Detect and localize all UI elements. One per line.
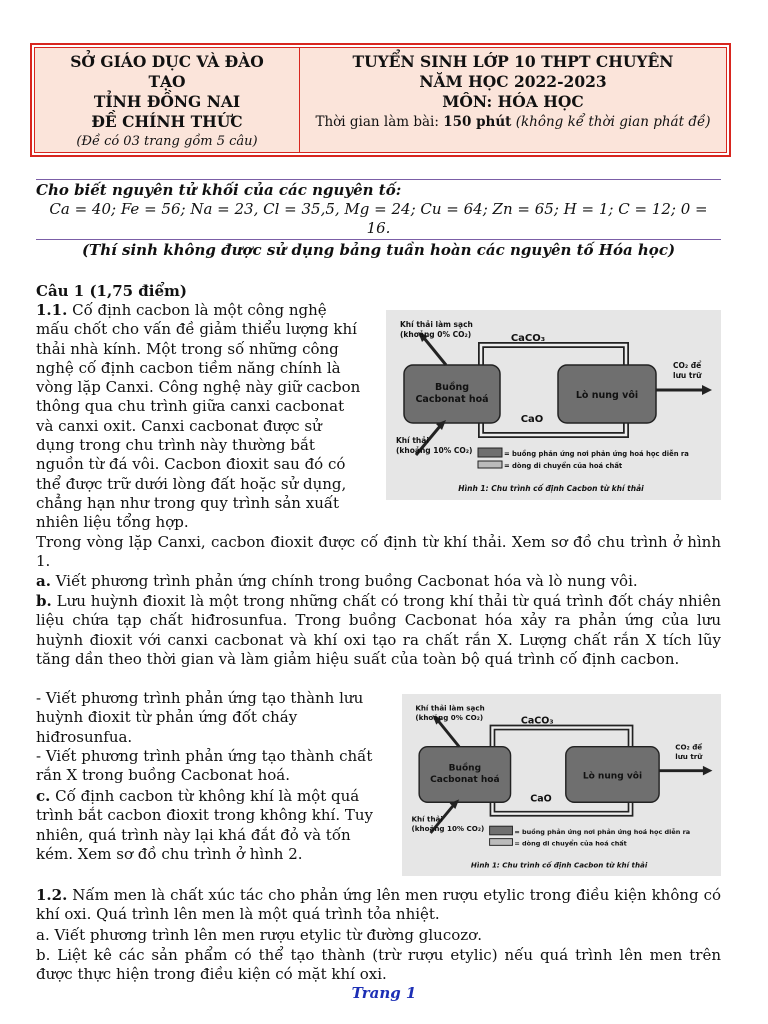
part-a-label: a.	[36, 572, 51, 590]
part-c-line: Cố định cacbon từ không khí là một quá	[55, 787, 360, 805]
clean-gas-label-line2: (khoảng 0% CO₂)	[400, 330, 472, 339]
paragraph-1-1-line: nghệ cố định cacbon tiềm năng chính là	[36, 358, 341, 377]
paragraph-1-2-b: b. Liệt kê các sản phẩm có thể tạo thành (trừ rượu etylic) nếu quá trình lên men trên được thực hiện trong điều kiện có mặt khí oxi.	[36, 946, 721, 984]
legend-chamber-text: = buồng phản ứng nơi phản ứng hoá học diễn ra	[504, 450, 689, 458]
carbonation-label-line2: Cacbonat hoá	[430, 775, 500, 786]
paragraph-1-2-text: Nấm men là chất xúc tác cho phản ứng lên men rượu etylic trong điều kiện không có khí oxi. Quá trình lên men là một quá trình tỏa nhiệt.	[36, 886, 722, 924]
part-b-subtasks	[36, 689, 391, 785]
part-c-line: kém. Xem sơ đồ chu trình ở hình 2.	[36, 844, 303, 863]
figure-caption: Hình 1: Chu trình cố định Cacbon từ khí thải	[458, 484, 644, 493]
legend-chamber-swatch	[490, 826, 513, 835]
legend-flow-swatch	[478, 461, 502, 468]
school-year: NĂM HỌC 2022-2023	[419, 72, 607, 91]
section-number-1-1: 1.1.	[36, 301, 68, 319]
department-line2: TẠO	[148, 72, 186, 91]
legend-flow-text: = dòng di chuyển của hoá chất	[514, 839, 627, 848]
time-label: Thời gian làm bài:	[315, 114, 439, 130]
part-b	[36, 592, 721, 669]
caco3-label: CaCO₃	[510, 333, 546, 344]
atomic-masses	[36, 181, 721, 238]
legend-flow-text: = dòng di chuyển của hoá chất	[504, 462, 623, 470]
clean-gas-label-line1: Khí thải làm sạch	[415, 703, 485, 713]
clean-gas-label-line1: Khí thải làm sạch	[400, 320, 473, 329]
carbonation-label-line2: Cacbonat hoá	[415, 394, 489, 405]
paragraph-1-2	[36, 886, 721, 925]
flue-gas-label-line1: Khí thải	[396, 436, 429, 445]
official-label: ĐỀ CHÍNH THỨC	[91, 112, 243, 131]
atomic-values-line2: 16.	[366, 219, 391, 237]
paragraph-1-1-line: và canxi oxit. Canxi cacbonat được sử	[36, 416, 322, 435]
flue-gas-label-line2: (khoảng 10% CO₂)	[396, 446, 473, 455]
flue-gas-label-line2: (khoảng 10% CO₂)	[411, 823, 485, 833]
divider-bottom	[36, 239, 721, 240]
legend-flow-swatch	[490, 839, 513, 846]
atomic-heading: Cho biết nguyên tử khối của các nguyên tố:	[36, 181, 402, 199]
page-count-note: (Đề có 03 trang gồm 5 câu)	[76, 134, 258, 149]
co2-storage-label-line2: lưu trữ	[673, 371, 702, 380]
time-line	[300, 112, 726, 132]
figure-1	[386, 310, 721, 500]
carbon-capture-diagram	[386, 310, 721, 500]
paragraph-1-1-line: nguồn từ đá vôi. Cacbon đioxit sau đó có	[36, 455, 346, 474]
page-number: Trang 1	[351, 984, 417, 1002]
paragraph-1-1-line: nhiên liệu tổng hợp.	[36, 513, 189, 532]
kiln-label: Lò nung vôi	[575, 390, 639, 401]
part-b-text: Lưu huỳnh đioxit là một trong những chất có trong khí thải từ quá trình đốt cháy nhiên liệu chứa tạp chất hiđrosunfua. Trong buồng Cacbonat hóa xảy ra phản ứng của lưu huỳnh đioxit với canxi cacbonat và khí oxi tạo ra chất rắn X. Lượng chất rắn X tích lũy tăng dần theo thời gian và làm giảm hiệu suất của toàn bộ quá trình cố định cacbon.	[36, 592, 721, 668]
part-a	[36, 572, 721, 591]
paragraph-1-1-line: Cố định cacbon là một công nghệ	[72, 301, 327, 319]
co2-storage-label-line1: CO₂ để	[675, 742, 703, 752]
no-periodic-table-note: (Thí sinh không được sử dụng bảng tuần hoàn các nguyên tố Hóa học)	[81, 241, 676, 259]
exam-title: TUYỂN SINH LỚP 10 THPT CHUYÊN	[352, 52, 674, 71]
header-left	[35, 48, 300, 152]
cao-label: CaO	[530, 793, 552, 805]
section-number-1-2: 1.2.	[36, 886, 68, 904]
part-c	[36, 787, 391, 864]
time-value: 150 phút	[443, 114, 512, 130]
atomic-values-line1: Ca = 40; Fe = 56; Na = 23, Cl = 35,5, Mg = 24; Cu = 64; Zn = 65; H = 1; C = 12; 0 =	[49, 200, 708, 218]
legend-chamber-text: = buồng phản ứng nơi phản ứng hoá học diễn ra	[514, 827, 691, 836]
part-b-subtask-line: hiđrosunfua.	[36, 727, 133, 746]
part-b-label: b.	[36, 592, 52, 610]
part-c-line: trình bắt cacbon đioxit trong không khí. Tuy	[36, 806, 374, 825]
figure-caption: Hình 1: Chu trình cố định Cacbon từ khí thải	[470, 860, 648, 870]
kiln-label: Lò nung vôi	[582, 771, 643, 782]
caco3-label: CaCO₃	[520, 715, 554, 727]
paragraph-1-1-line: mấu chốt cho vấn đề giảm thiểu lượng khí	[36, 320, 357, 339]
part-a-text: Viết phương trình phản ứng chính trong buồng Cacbonat hóa và lò nung vôi.	[55, 572, 638, 590]
subject: MÔN: HÓA HỌC	[442, 92, 584, 111]
part-b-subtask-line: - Viết phương trình phản ứng tạo thành lưu	[36, 689, 364, 707]
paragraph-1-1-line: dụng trong chu trình này thường bắt	[36, 436, 315, 455]
carbonation-label-line1: Buồng	[448, 763, 482, 774]
part-b-subtask-line: rắn X trong buồng Cacbonat hoá.	[36, 766, 290, 785]
province: TỈNH ĐỒNG NAI	[93, 92, 241, 111]
legend-chamber-swatch	[478, 448, 502, 457]
paragraph-1-2-a: a. Viết phương trình lên men rượu etylic từ đường glucozơ.	[36, 926, 482, 944]
paragraph-1-1	[36, 301, 374, 533]
divider-top	[36, 179, 721, 180]
part-c-label: c.	[36, 787, 51, 805]
paragraph-1-1-line: chẳng hạn như trong quy trình sản xuất	[36, 493, 340, 512]
exam-header	[30, 43, 731, 157]
part-b-subtask-line: huỳnh đioxit từ phản ứng đốt cháy	[36, 708, 298, 727]
carbonation-label-line1: Buồng	[434, 382, 470, 393]
time-note: (không kể thời gian phát đề)	[515, 114, 711, 130]
co2-storage-label-line1: CO₂ để	[673, 361, 702, 370]
figure-2	[402, 694, 721, 876]
flue-gas-label-line1: Khí thải	[411, 814, 443, 824]
paragraph-1-1-line: thể được trữ dưới lòng đất hoặc sử dụng,	[36, 474, 347, 493]
cao-label: CaO	[520, 414, 544, 425]
part-b-subtask-line: - Viết phương trình phản ứng tạo thành chất	[36, 746, 373, 765]
header-right	[300, 48, 726, 152]
question-1-title: Câu 1 (1,75 điểm)	[36, 282, 187, 300]
paragraph-1-1-line: vòng lặp Canxi. Công nghệ này giữ cacbon	[36, 378, 361, 397]
department-line1: SỞ GIÁO DỤC VÀ ĐÀO	[70, 52, 264, 71]
paragraph-1-1-line: thải nhà kính. Một trong số những công	[36, 339, 339, 358]
co2-storage-label-line2: lưu trữ	[675, 752, 703, 762]
loop-paragraph: Trong vòng lặp Canxi, cacbon đioxit được cố định từ khí thải. Xem sơ đồ chu trình ở hình 1.	[36, 533, 721, 571]
paragraph-1-1-line: thông qua chu trình giữa canxi cacbonat	[36, 397, 345, 416]
clean-gas-label-line2: (khoảng 0% CO₂)	[415, 712, 484, 722]
carbon-capture-diagram	[402, 694, 721, 876]
part-c-line: nhiên, quá trình này lại khá đắt đỏ và tốn	[36, 825, 351, 844]
